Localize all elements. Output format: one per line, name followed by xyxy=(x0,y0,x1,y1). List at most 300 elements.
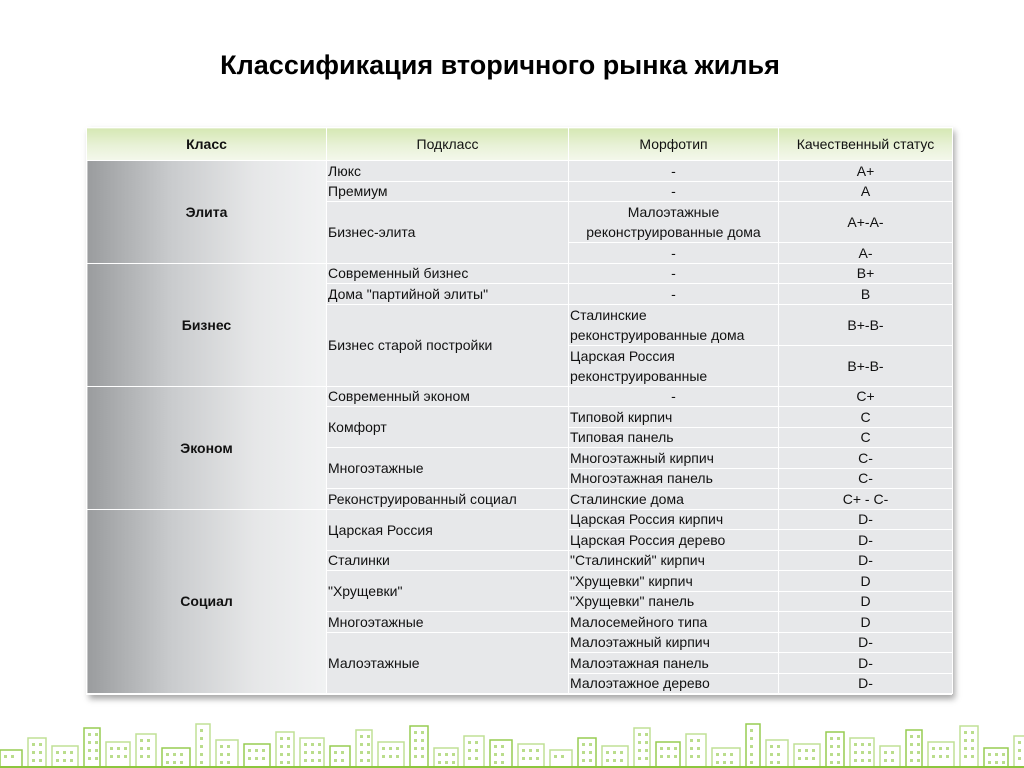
status-cell: B+ xyxy=(779,263,953,284)
skyline-window xyxy=(200,753,203,756)
skyline-window xyxy=(287,761,290,764)
morphotype-cell: Типовая панель xyxy=(569,427,779,448)
skyline-window xyxy=(396,755,399,758)
skyline-window xyxy=(95,733,98,736)
skyline-window xyxy=(475,741,478,744)
skyline-window xyxy=(494,753,497,756)
skyline-window xyxy=(1002,761,1005,764)
skyline-window xyxy=(529,757,532,760)
skyline-window xyxy=(95,741,98,744)
skyline-window xyxy=(39,751,42,754)
skyline-window xyxy=(589,751,592,754)
skyline-window xyxy=(645,733,648,736)
skyline-window xyxy=(723,753,726,756)
skyline-window xyxy=(494,745,497,748)
skyline-window xyxy=(582,751,585,754)
skyline-window xyxy=(805,749,808,752)
skyline-window xyxy=(660,747,663,750)
status-cell: D xyxy=(779,591,953,612)
skyline-window xyxy=(311,751,314,754)
skyline-window xyxy=(645,749,648,752)
subclass-cell: Современный бизнес xyxy=(327,263,569,284)
morphotype-cell: Малоэтажное дерево xyxy=(569,673,779,694)
skyline-window xyxy=(854,751,857,754)
skyline-window xyxy=(536,757,539,760)
skyline-window xyxy=(334,751,337,754)
skyline-window xyxy=(730,753,733,756)
skyline-window xyxy=(438,761,441,764)
skyline-window xyxy=(248,757,251,760)
class-cell-economy: Эконом xyxy=(87,386,327,509)
skyline-window xyxy=(868,751,871,754)
table-row xyxy=(87,509,953,530)
skyline-window xyxy=(304,743,307,746)
skyline-window xyxy=(837,737,840,740)
skyline-window xyxy=(140,755,143,758)
skyline-window xyxy=(946,755,949,758)
skyline-window xyxy=(798,749,801,752)
skyline-window xyxy=(861,759,864,762)
morphotype-cell: - xyxy=(569,386,779,407)
skyline-window xyxy=(311,743,314,746)
skyline-window xyxy=(891,759,894,762)
skyline-window xyxy=(971,747,974,750)
skyline-window xyxy=(946,747,949,750)
skyline-window xyxy=(750,761,753,764)
skyline-window xyxy=(396,747,399,750)
skyline-window xyxy=(63,751,66,754)
skyline-window xyxy=(360,735,363,738)
skyline-window xyxy=(318,759,321,762)
skyline-building xyxy=(52,746,78,768)
status-cell: D- xyxy=(779,673,953,694)
skyline-window xyxy=(690,739,693,742)
morphotype-cell: Сталинские дома xyxy=(569,489,779,510)
page-title: Классификация вторичного рынка жилья xyxy=(220,50,780,80)
skyline-building xyxy=(434,748,458,768)
skyline-building xyxy=(794,744,820,768)
subclass-cell: Малоэтажные xyxy=(327,632,569,694)
morphotype-cell: Царская Россия дерево xyxy=(569,530,779,551)
skyline-window xyxy=(166,761,169,764)
classification-table-container xyxy=(86,127,952,695)
table-row xyxy=(87,263,953,284)
skyline-window xyxy=(147,755,150,758)
morphotype-cell: - xyxy=(569,243,779,264)
subclass-cell: Комфорт xyxy=(327,407,569,448)
skyline-window xyxy=(414,739,417,742)
skyline-window xyxy=(124,755,127,758)
subclass-cell: Люкс xyxy=(327,161,569,182)
skyline-window xyxy=(868,759,871,762)
skyline-window xyxy=(280,761,283,764)
morphotype-cell: Царская Россия кирпич xyxy=(569,509,779,530)
skyline-window xyxy=(589,743,592,746)
skyline-building xyxy=(602,746,628,768)
skyline-window xyxy=(805,757,808,760)
skyline-window xyxy=(255,749,258,752)
skyline-window xyxy=(227,753,230,756)
skyline-window xyxy=(861,751,864,754)
skyline-window xyxy=(501,745,504,748)
skyline-window xyxy=(311,759,314,762)
skyline-window xyxy=(4,755,7,758)
skyline-window xyxy=(910,735,913,738)
skyline-window xyxy=(932,755,935,758)
skyline-window xyxy=(522,749,525,752)
skyline-window xyxy=(501,761,504,764)
status-cell: D- xyxy=(779,530,953,551)
skyline-window xyxy=(110,747,113,750)
skyline-building xyxy=(244,744,270,768)
skyline-window xyxy=(884,759,887,762)
skyline-window xyxy=(917,751,920,754)
skyline-window xyxy=(917,759,920,762)
skyline-window xyxy=(697,739,700,742)
subclass-cell: Современный эконом xyxy=(327,386,569,407)
status-cell: D xyxy=(779,571,953,592)
morphotype-cell: "Сталинский" кирпич xyxy=(569,550,779,571)
class-cell-elite: Элита xyxy=(87,161,327,264)
skyline-window xyxy=(110,755,113,758)
skyline-window xyxy=(220,753,223,756)
class-cell-business: Бизнес xyxy=(87,263,327,386)
skyline-building xyxy=(28,738,46,768)
status-cell: C- xyxy=(779,468,953,489)
header-row xyxy=(87,128,953,161)
skyline-window xyxy=(917,743,920,746)
skyline-window xyxy=(645,741,648,744)
skyline-window xyxy=(287,745,290,748)
status-cell: A- xyxy=(779,243,953,264)
skyline-window xyxy=(638,733,641,736)
morphotype-cell: "Хрущевки" кирпич xyxy=(569,571,779,592)
skyline-window xyxy=(318,751,321,754)
skyline-window xyxy=(910,759,913,762)
skyline-window xyxy=(200,761,203,764)
status-cell: D xyxy=(779,612,953,633)
skyline-window xyxy=(318,743,321,746)
skyline-window xyxy=(414,731,417,734)
header-class: Класс xyxy=(87,128,327,161)
skyline-window xyxy=(582,759,585,762)
skyline-window xyxy=(1018,741,1021,744)
skyline-window xyxy=(854,743,857,746)
skyline-window xyxy=(812,757,815,760)
status-cell: A+ xyxy=(779,161,953,182)
skyline-building xyxy=(686,734,706,768)
skyline-window xyxy=(95,749,98,752)
skyline-building xyxy=(960,726,978,768)
skyline-window xyxy=(360,751,363,754)
skyline-window xyxy=(777,745,780,748)
status-cell: D- xyxy=(779,632,953,653)
skyline-building xyxy=(276,732,294,768)
skyline-window xyxy=(475,749,478,752)
skyline-window xyxy=(389,755,392,758)
skyline-window xyxy=(468,749,471,752)
skyline-window xyxy=(360,743,363,746)
skyline-window xyxy=(32,759,35,762)
skyline-window xyxy=(414,755,417,758)
skyline-window xyxy=(220,745,223,748)
skyline-building xyxy=(330,746,350,768)
skyline-window xyxy=(421,747,424,750)
skyline-window xyxy=(674,755,677,758)
skyline-window xyxy=(147,747,150,750)
class-cell-social: Социал xyxy=(87,509,327,694)
skyline-window xyxy=(280,745,283,748)
skyline-window xyxy=(140,747,143,750)
skyline-window xyxy=(1018,749,1021,752)
status-cell: A+-A- xyxy=(779,202,953,243)
morphotype-cell: - xyxy=(569,263,779,284)
skyline-window xyxy=(964,755,967,758)
skyline-window xyxy=(445,761,448,764)
skyline-building xyxy=(518,744,544,768)
status-cell: C+ xyxy=(779,386,953,407)
skyline-window xyxy=(220,761,223,764)
skyline-window xyxy=(280,737,283,740)
skyline-building xyxy=(984,748,1008,768)
skyline-window xyxy=(971,755,974,758)
skyline-window xyxy=(910,751,913,754)
skyline-window xyxy=(837,761,840,764)
morphotype-cell: Сталинские реконструированные дома xyxy=(569,304,779,345)
status-cell: D- xyxy=(779,653,953,674)
skyline-window xyxy=(529,749,532,752)
skyline-building xyxy=(578,738,596,768)
skyline-window xyxy=(891,751,894,754)
skyline-window xyxy=(660,755,663,758)
skyline-window xyxy=(645,757,648,760)
skyline-window xyxy=(638,749,641,752)
skyline-window xyxy=(88,741,91,744)
skyline-window xyxy=(468,741,471,744)
skyline-building xyxy=(826,732,844,768)
skyline-window xyxy=(620,759,623,762)
skyline-window xyxy=(770,761,773,764)
skyline-window xyxy=(667,755,670,758)
skyline-building xyxy=(162,748,190,768)
skyline-window xyxy=(280,753,283,756)
skyline-window xyxy=(501,753,504,756)
city-skyline-icon xyxy=(0,708,1024,768)
skyline-window xyxy=(964,747,967,750)
skyline-window xyxy=(414,747,417,750)
skyline-window xyxy=(582,743,585,746)
skyline-window xyxy=(939,755,942,758)
skyline-window xyxy=(88,733,91,736)
header-subclass: Подкласс xyxy=(327,128,569,161)
skyline-window xyxy=(200,737,203,740)
skyline-window xyxy=(382,755,385,758)
morphotype-cell: Царская Россия реконструированные xyxy=(569,345,779,386)
skyline-window xyxy=(1002,753,1005,756)
skyline-window xyxy=(367,759,370,762)
skyline-window xyxy=(117,747,120,750)
morphotype-cell: - xyxy=(569,161,779,182)
skyline-window xyxy=(837,753,840,756)
skyline-window xyxy=(468,757,471,760)
skyline-window xyxy=(227,761,230,764)
skyline-window xyxy=(638,757,641,760)
skyline-window xyxy=(536,749,539,752)
skyline-window xyxy=(995,753,998,756)
skyline-window xyxy=(227,745,230,748)
subclass-cell: Многоэтажные xyxy=(327,448,569,489)
skyline-window xyxy=(147,739,150,742)
skyline-window xyxy=(334,759,337,762)
skyline-window xyxy=(32,751,35,754)
skyline-window xyxy=(939,747,942,750)
skyline-window xyxy=(995,761,998,764)
skyline-window xyxy=(1018,757,1021,760)
skyline-window xyxy=(868,743,871,746)
table-row xyxy=(87,161,953,182)
skyline-window xyxy=(367,743,370,746)
skyline-window xyxy=(830,737,833,740)
skyline-window xyxy=(421,755,424,758)
morphotype-cell: - xyxy=(569,284,779,305)
skyline-window xyxy=(964,739,967,742)
skyline-window xyxy=(445,753,448,756)
skyline-window xyxy=(777,753,780,756)
skyline-window xyxy=(971,731,974,734)
status-cell: C+ - C- xyxy=(779,489,953,510)
status-cell: C- xyxy=(779,448,953,469)
morphotype-cell: - xyxy=(569,181,779,202)
skyline-window xyxy=(180,753,183,756)
skyline-window xyxy=(341,751,344,754)
skyline-window xyxy=(287,737,290,740)
skyline-window xyxy=(70,759,73,762)
skyline-window xyxy=(56,759,59,762)
skyline-window xyxy=(988,761,991,764)
skyline-building xyxy=(0,750,22,768)
skyline-window xyxy=(287,753,290,756)
skyline-window xyxy=(494,761,497,764)
skyline-window xyxy=(262,757,265,760)
morphotype-cell: "Хрущевки" панель xyxy=(569,591,779,612)
morphotype-cell: Типовой кирпич xyxy=(569,407,779,428)
skyline-window xyxy=(750,737,753,740)
skyline-window xyxy=(522,757,525,760)
skyline-window xyxy=(917,735,920,738)
table-row xyxy=(87,386,953,407)
skyline-window xyxy=(561,755,564,758)
status-cell: C xyxy=(779,427,953,448)
skyline-window xyxy=(180,761,183,764)
skyline-window xyxy=(200,745,203,748)
skyline-window xyxy=(854,759,857,762)
skyline-window xyxy=(613,759,616,762)
skyline-window xyxy=(341,759,344,762)
status-cell: A xyxy=(779,181,953,202)
skyline-window xyxy=(697,755,700,758)
skyline-building xyxy=(550,750,572,768)
skyline-window xyxy=(39,759,42,762)
status-cell: B+-B- xyxy=(779,304,953,345)
status-cell: B xyxy=(779,284,953,305)
skyline-window xyxy=(777,761,780,764)
skyline-window xyxy=(750,729,753,732)
skyline-window xyxy=(88,749,91,752)
skyline-window xyxy=(812,749,815,752)
skyline-window xyxy=(589,759,592,762)
skyline-window xyxy=(932,747,935,750)
subclass-cell: Бизнес-элита xyxy=(327,202,569,264)
skyline-window xyxy=(117,755,120,758)
skyline-window xyxy=(452,761,455,764)
subclass-cell: Многоэтажные xyxy=(327,612,569,633)
skyline-window xyxy=(554,755,557,758)
skyline-window xyxy=(716,753,719,756)
subclass-cell: Сталинки xyxy=(327,550,569,571)
skyline-window xyxy=(304,751,307,754)
skyline-window xyxy=(70,751,73,754)
skyline-window xyxy=(798,757,801,760)
skyline-window xyxy=(438,753,441,756)
morphotype-cell: Многоэтажная панель xyxy=(569,468,779,489)
header-morphotype: Морфотип xyxy=(569,128,779,161)
skyline-window xyxy=(964,731,967,734)
subclass-cell: Бизнес старой постройки xyxy=(327,304,569,386)
skyline-window xyxy=(830,753,833,756)
skyline-window xyxy=(367,751,370,754)
skyline-window xyxy=(304,759,307,762)
skyline-window xyxy=(674,747,677,750)
skyline-building xyxy=(880,746,900,768)
subclass-cell: Премиум xyxy=(327,181,569,202)
skyline-building xyxy=(712,748,740,768)
skyline-window xyxy=(382,747,385,750)
skyline-window xyxy=(262,749,265,752)
skyline-window xyxy=(475,757,478,760)
skyline-window xyxy=(248,749,251,752)
skyline-window xyxy=(606,759,609,762)
status-cell: D- xyxy=(779,550,953,571)
skyline-window xyxy=(837,745,840,748)
skyline-window xyxy=(690,747,693,750)
skyline-window xyxy=(452,753,455,756)
subclass-cell: Царская Россия xyxy=(327,509,569,550)
skyline-window xyxy=(606,751,609,754)
status-cell: B+-B- xyxy=(779,345,953,386)
morphotype-cell: Малоэтажная панель xyxy=(569,653,779,674)
skyline-window xyxy=(421,731,424,734)
skyline-window xyxy=(723,761,726,764)
skyline-window xyxy=(39,743,42,746)
classification-table xyxy=(86,127,953,694)
skyline-window xyxy=(830,745,833,748)
skyline-window xyxy=(255,757,258,760)
skyline-window xyxy=(861,743,864,746)
skyline-window xyxy=(620,751,623,754)
morphotype-cell: Многоэтажный кирпич xyxy=(569,448,779,469)
skyline-building xyxy=(410,726,428,768)
skyline-window xyxy=(716,761,719,764)
skyline-window xyxy=(613,751,616,754)
subclass-cell: Реконструированный социал xyxy=(327,489,569,510)
skyline-window xyxy=(32,743,35,746)
skyline-window xyxy=(830,761,833,764)
skyline-window xyxy=(910,743,913,746)
skyline-window xyxy=(173,761,176,764)
skyline-window xyxy=(750,753,753,756)
skyline-window xyxy=(95,757,98,760)
skyline-window xyxy=(770,753,773,756)
